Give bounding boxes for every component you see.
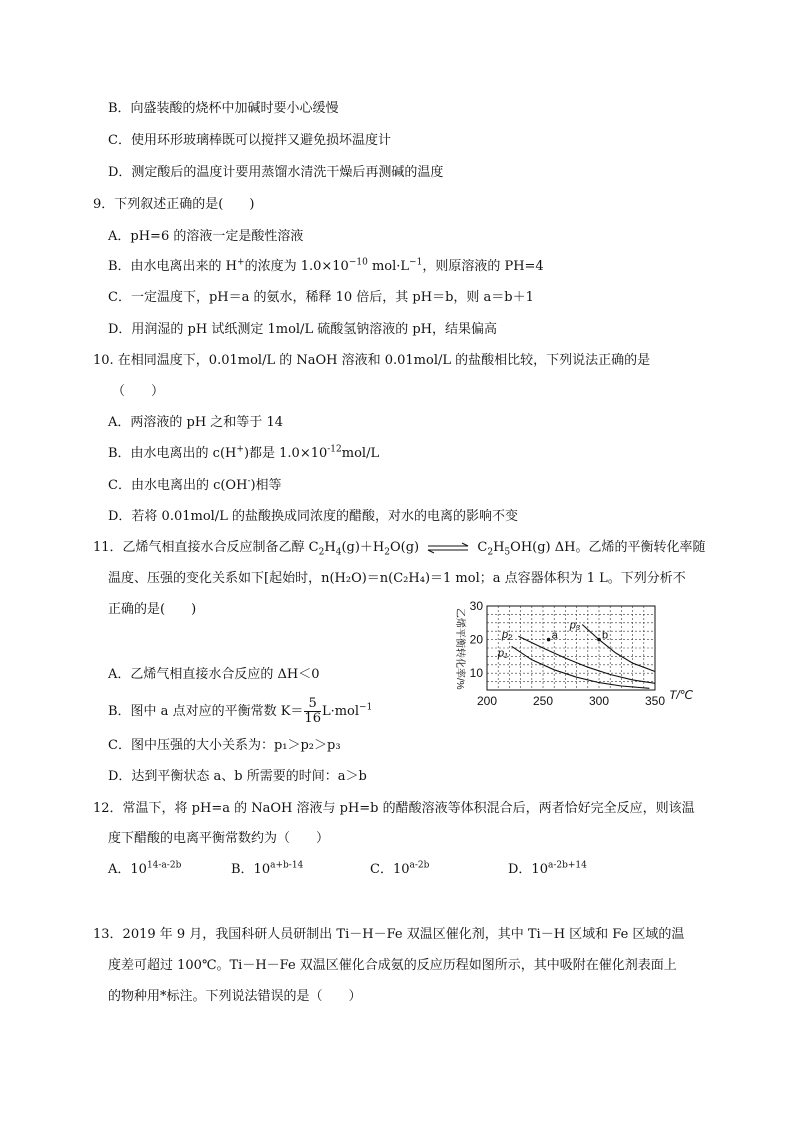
q10-option-d: D．若将 0.01mol/L 的盐酸换成同浓度的醋酸，对水的电离的影响不变 xyxy=(108,509,518,524)
chart-y-label: 乙烯平衡转化率/% xyxy=(454,608,465,690)
q9-option-a: A．pH=6 的溶液一定是酸性溶液 xyxy=(108,229,304,244)
point-label: b xyxy=(602,629,609,642)
q12-option-c: C．$10^{a-2b}$ xyxy=(370,860,430,877)
q9-option-b: B．由水电离出来的 H+的浓度为 $1.0\times 10^{-10}$ $mol\cdot L^{-1}$，则原溶液的 PH=4 xyxy=(108,257,544,274)
q10-stem: 10. 在相同温度下，0.01mol/L 的 NaOH 溶液和 0.01mol/L 的盐酸相比较，下列说法正确的是 xyxy=(93,353,651,368)
x-tick-label: 350 xyxy=(644,694,666,708)
q12-option-b: B．$10^{a+b-14}$ xyxy=(231,860,304,877)
q10-option-a: A．两溶液的 pH 之和等于 14 xyxy=(108,415,283,430)
series-label: p₃ xyxy=(569,619,581,632)
data-point-b xyxy=(597,638,601,642)
y-tick-label: 30 xyxy=(469,599,483,613)
q8-option-d: D．测定酸后的温度计要用蒸馏水清洗干燥后再测碱的温度 xyxy=(108,165,444,180)
series-line-2 xyxy=(518,636,655,683)
q12-option-a: A．$10^{14-a-2b}$ xyxy=(108,860,182,877)
q11-option-d: D．达到平衡状态 a、b 所需要的时间：a＞b xyxy=(108,769,367,784)
q9-option-d: D．用润湿的 pH 试纸测定 1mol/L 硫酸氢钠溶液的 pH，结果偏高 xyxy=(108,322,497,337)
q10-option-c: C．由水电离出的 c(OH-)相等 xyxy=(108,476,282,493)
q12-stem-line2: 度下醋酸的电离平衡常数约为（ ） xyxy=(108,831,330,846)
q11-stem-line1: 11．乙烯气相直接水合反应制备乙醇 $C_2H_4(g)+H_2O(g)$ $C_2H_5OH(g)$ ΔH。乙烯的平衡转化率随 xyxy=(93,540,706,558)
series-label: p₁ xyxy=(498,647,508,660)
conversion-chart xyxy=(445,598,695,718)
x-tick-label: 250 xyxy=(532,694,554,708)
q13-stem-line2: 度差可超过 100℃。Ti－H－Fe 双温区催化合成氨的反应历程如图所示，其中吸附在催化剂表面上 xyxy=(108,958,677,973)
q8-option-c: C．使用环形玻璃棒既可以搅拌又避免损坏温度计 xyxy=(108,133,391,148)
q10-option-b: B．由水电离出的 c(H+)都是 $1.0\times 10^{-12}mol/L$ xyxy=(108,444,380,461)
equilibrium-arrow-icon xyxy=(426,542,470,554)
q12-stem-line1: 12．常温下，将 pH=a 的 NaOH 溶液与 pH=b 的醋酸溶液等体积混合后，两者恰好完全反应，则该温 xyxy=(93,801,695,816)
point-label: a xyxy=(551,629,558,642)
q11-option-a: A．乙烯气相直接水合反应的 ΔH＜0 xyxy=(108,667,320,682)
x-tick-label: 200 xyxy=(476,694,498,708)
fraction: $\frac{5}{16}$ xyxy=(304,696,321,726)
q9-stem: 9．下列叙述正确的是( ) xyxy=(93,197,255,212)
q9-option-c: C．一定温度下，pH＝a 的氨水，稀释 10 倍后，其 pH＝b，则 a＝b＋1 xyxy=(108,290,534,305)
y-tick-label: 10 xyxy=(469,666,483,681)
q12-option-d: D．$10^{a-2b+14}$ xyxy=(508,860,587,877)
chart-x-label: T/℃ xyxy=(669,688,694,702)
chart-series xyxy=(497,619,655,688)
q11-stem-line2: 温度、压强的变化关系如下[起始时，n(H₂O)＝n(C₂H₄)＝1 mol；a 点容器体积为 1 L。下列分析不 xyxy=(108,571,686,586)
data-point-a xyxy=(547,638,551,642)
q10-answer-paren: （ ） xyxy=(112,384,165,399)
q11-stem-line3: 正确的是( ) xyxy=(108,602,197,617)
series-label: p₂ xyxy=(502,629,513,642)
q11-option-c: C．图中压强的大小关系为：p₁＞p₂＞p₃ xyxy=(108,738,341,753)
q13-stem-line1: 13．2019 年 9 月，我国科研人员研制出 Ti－H－Fe 双温区催化剂，其中 Ti－H 区域和 Fe 区域的温 xyxy=(93,927,685,942)
y-tick-label: 20 xyxy=(469,632,483,647)
series-line-1 xyxy=(512,646,650,688)
q13-stem-line3: 的物种用*标注。下列说法错误的是（ ） xyxy=(108,989,362,1004)
q8-option-b: B．向盛装酸的烧杯中加碱时要小心缓慢 xyxy=(108,101,339,116)
q11-option-b: B．图中 a 点对应的平衡常数 K＝ $\frac{5}{16}$ L·mol$^{-1}$ xyxy=(108,696,373,726)
x-tick-label: 300 xyxy=(588,694,610,708)
